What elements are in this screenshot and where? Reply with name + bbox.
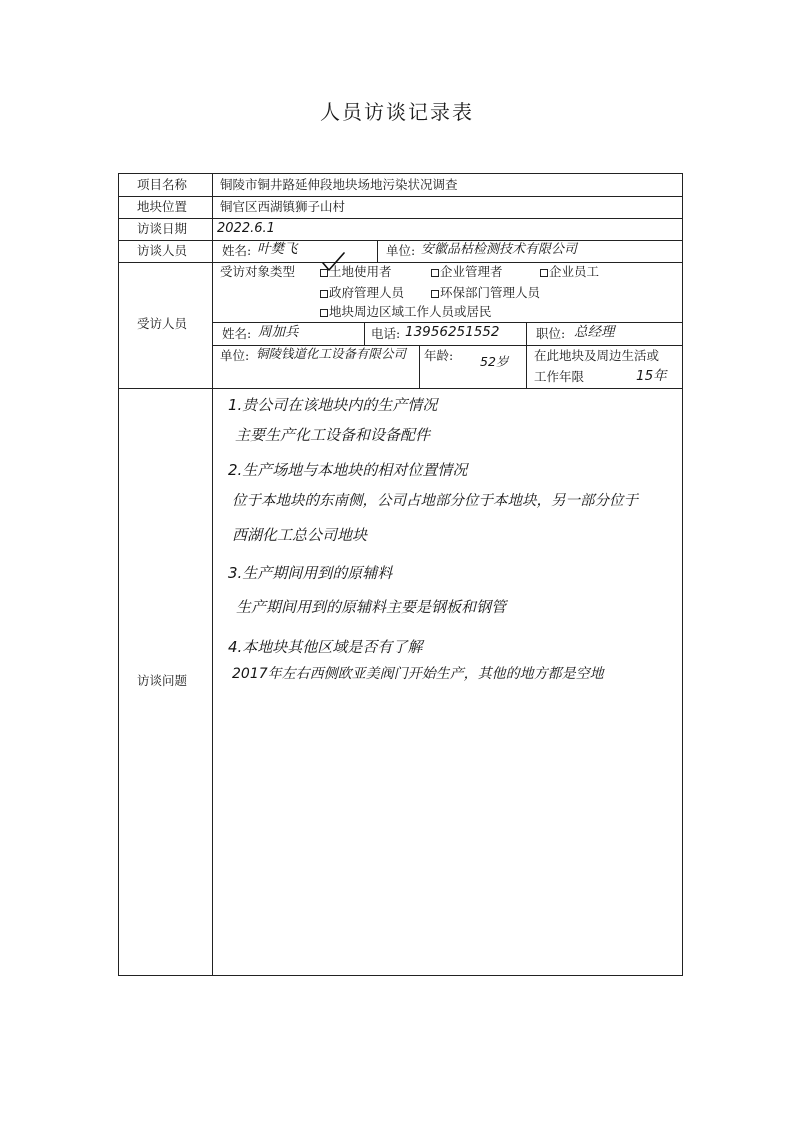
interviewer-name-label: 姓名: [222, 243, 252, 258]
page-title: 人员访谈记录表 [320, 100, 474, 124]
column-divider [526, 322, 527, 388]
question-line: 1.贵公司在该地块内的生产情况 [228, 396, 438, 414]
location-value: 铜官区西湖镇狮子山村 [220, 199, 346, 214]
type-option-enterprise-manager[interactable] [431, 266, 503, 279]
years-label: 工作年限 [534, 369, 585, 384]
interviewer-unit-value: 安徽品枯检测技术有限公司 [421, 242, 578, 257]
interviewee-type-label: 受访对象类型 [220, 264, 296, 279]
answer-line: 生产期间用到的原辅料主要是钢板和钢管 [236, 598, 507, 616]
project-name-value: 铜陵市铜井路延伸段地块场地污染状况调查 [220, 177, 458, 192]
answer-line: 2017年左右西侧欧亚美阀门开始生产，其他的地方都是空地 [232, 666, 604, 682]
interviewer-label: 访谈人员 [137, 243, 188, 258]
interviewer-name-value: 叶樊飞 [257, 241, 298, 257]
type-option-label: 政府管理人员 [329, 285, 405, 300]
type-option-label: 环保部门管理人员 [440, 285, 541, 300]
phone-value: 13956251552 [405, 324, 500, 340]
row-divider [118, 196, 683, 197]
answer-line: 主要生产化工设备和设备配件 [235, 426, 431, 444]
row-divider [118, 218, 683, 219]
date-value: 2022.6.1 [217, 221, 275, 236]
years-label: 在此地块及周边生活或 [534, 348, 660, 363]
interviewee-unit-label: 单位: [220, 348, 250, 363]
answer-line: 位于本地块的东南侧，公司占地部分位于本地块，另一部分位于 [232, 493, 638, 509]
project-name-label: 项目名称 [137, 177, 188, 192]
interviewer-unit-label: 单位: [386, 243, 416, 258]
type-option-label: 企业员工 [549, 264, 600, 279]
type-option-government-staff[interactable] [320, 287, 404, 300]
type-option-nearby-resident[interactable] [320, 306, 492, 319]
row-divider [212, 322, 683, 323]
checkbox[interactable] [431, 269, 439, 277]
questions-section-label: 访谈问题 [137, 673, 188, 688]
interviewee-name-value: 周加兵 [258, 324, 299, 340]
row-divider [118, 240, 683, 241]
answer-line: 西湖化工总公司地块 [232, 526, 368, 544]
type-option-environment-staff[interactable] [431, 287, 540, 300]
years-value: 15年 [636, 368, 667, 384]
interviewee-section-label: 受访人员 [137, 316, 188, 331]
question-line: 4.本地块其他区域是否有了解 [228, 638, 423, 656]
type-option-label: 企业管理者 [440, 264, 503, 279]
checkbox[interactable] [320, 309, 328, 317]
type-option-label: 土地使用者 [329, 264, 392, 279]
question-line: 3.生产期间用到的原辅料 [228, 564, 393, 582]
age-value: 52岁 [480, 354, 509, 369]
column-divider [419, 345, 420, 388]
type-option-enterprise-staff[interactable] [540, 266, 599, 279]
question-line: 2.生产场地与本地块的相对位置情况 [228, 461, 468, 479]
phone-label: 电话: [371, 326, 401, 341]
column-divider [212, 173, 213, 976]
type-option-label: 地块周边区域工作人员或居民 [329, 304, 492, 319]
position-label: 职位: [536, 326, 566, 341]
row-divider [118, 262, 683, 263]
column-divider [377, 240, 378, 262]
date-label: 访谈日期 [137, 221, 188, 236]
checkmark-icon [320, 251, 346, 273]
position-value: 总经理 [574, 324, 615, 340]
location-label: 地块位置 [137, 199, 188, 214]
row-divider [118, 388, 683, 389]
column-divider [364, 322, 365, 345]
interviewee-unit-value: 铜陵钱道化工设备有限公司 [256, 346, 407, 361]
age-label: 年龄: [424, 348, 454, 363]
checkbox[interactable] [431, 290, 439, 298]
interviewee-name-label: 姓名: [222, 326, 252, 341]
checkbox[interactable] [320, 290, 328, 298]
checkbox[interactable] [540, 269, 548, 277]
